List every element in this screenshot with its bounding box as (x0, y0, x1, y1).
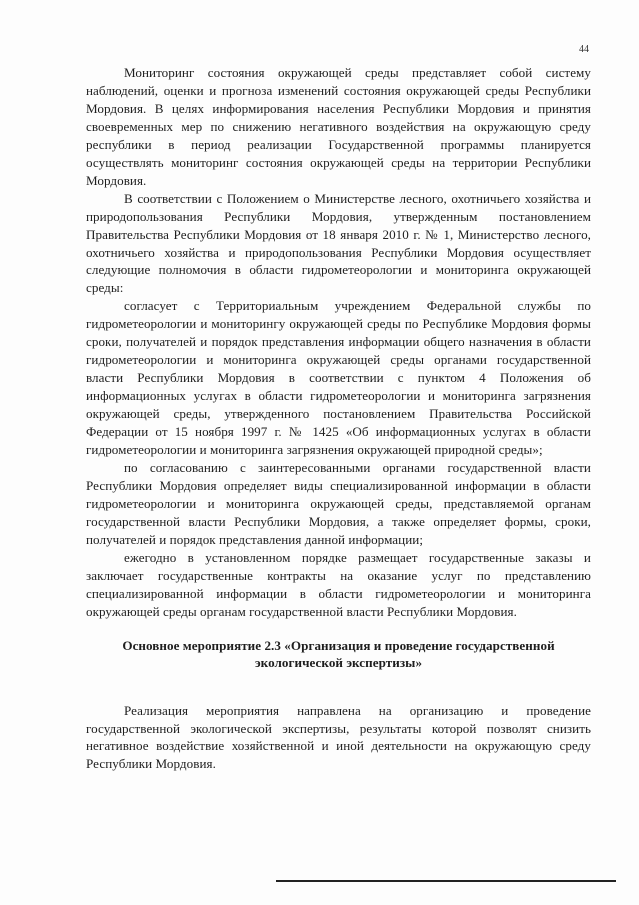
section-heading: Основное мероприятие 2.3 «Организация и проведение государственной экологической экспертизы» (122, 637, 555, 671)
footer-rule (276, 880, 616, 882)
paragraph-regulation-powers: В соответствии с Положением о Министерстве лесного, охотничьего хозяйства и природопользования Республики Мордовия, утвержденным постановлением Правительства Республики Мордовия от 18 января 2010 г. № 1, Министерство лесного, охотничьего хозяйства и природопользования Республики Мордовия осуществляет следующие полномочия в области гидрометеорологии и мониторинга окружающей среды: (86, 190, 591, 296)
page-number: 44 (579, 44, 589, 55)
paragraph-expertise: Реализация мероприятия направлена на организацию и проведение государственной экологической экспертизы, результаты которой позволят снизить негативное воздействие хозяйственной и иной деятельности на окружающую среду Республики Мордовия. (86, 702, 591, 772)
paragraph-power-defines-info: по согласованию с заинтересованными органами государственной власти Республики Мордовия определяет виды специализированной информации в области гидрометеорологии и мониторинга окружающей среды, представляемой органам государственной власти Республики Мордовия, а также определяет формы, сроки, получателей и порядок представления данной информации; (86, 459, 591, 547)
paragraph-power-agrees-forms: согласует с Территориальным учреждением Федеральной службы по гидрометеорологии и мониторингу окружающей среды по Республике Мордовия формы сроки, получателей и порядок представления информации общего назначения в области гидрометеорологии и мониторинга окружающей среды органами государственной власти Республики Мордовия в соответствии с пунктом 4 Положения об информационных услугах в области гидрометеорологии и мониторинга загрязнения окружающей среды, утвержденного постановлением Правительства Российской Федерации от 15 ноября 1997 г. № 1425 «Об информационных услугах в области гидрометеорологии и мониторинга загрязнения окружающей природной среды»; (86, 298, 591, 458)
document-body (86, 64, 591, 773)
paragraph-power-contracts: ежегодно в установленном порядке размещает государственные заказы и заключает государственные контракты на оказание услуг по представлению специализированной информации в области гидрометеорологии и мониторинга окружающей среды органам государственной власти Республики Мордовия. (86, 549, 591, 619)
paragraph-monitoring-intro: Мониторинг состояния окружающей среды представляет собой систему наблюдений, оценки и прогноза изменений состояния окружающей среды Республики Мордовия. В целях информирования населения Республики Мордовия и принятия своевременных мер по снижению негативного воздействия на окружающую среду республики в период реализации Государственной программы планируется осуществлять мониторинг состояния окружающей среды на территории Республики Мордовия. (86, 65, 591, 188)
